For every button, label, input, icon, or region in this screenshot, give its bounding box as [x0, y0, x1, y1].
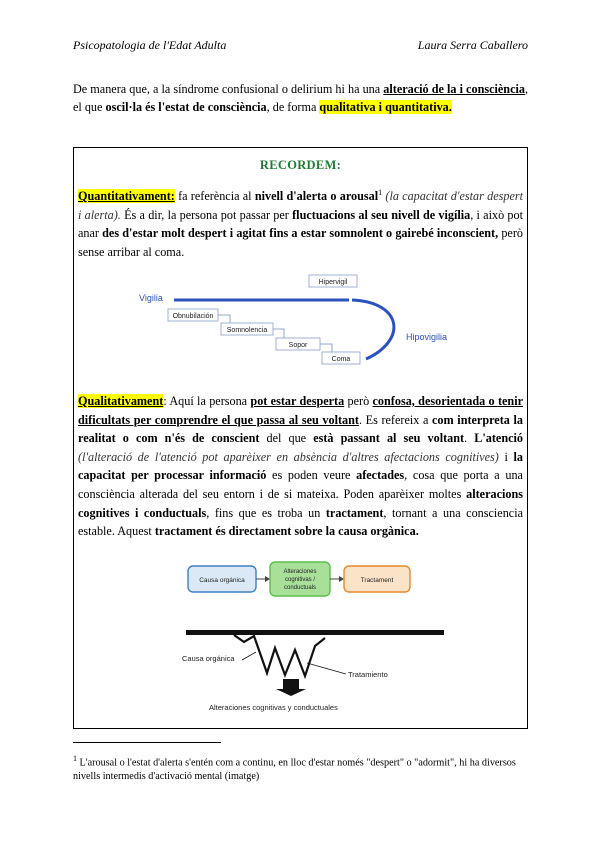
alteraciones-line1: Alteraciones [283, 569, 317, 575]
qual-text: . [464, 431, 475, 446]
tratamiento-pointer [307, 663, 346, 674]
qual-bold: tractament és directament sobre la causa orgànica. [154, 524, 419, 539]
somnolencia-label: Somnolencia [226, 327, 268, 334]
header-author: Laura Serra Caballero [417, 38, 528, 52]
footnote-text: L'arousal o l'estat d'alerta s'entén com a continu, en lloc d'estar només "despert" o "adormit", hi ha diversos nivells intermedis d'activació mental (imatge) [73, 757, 516, 783]
footnote-number: 1 [73, 754, 77, 763]
qual-bold: afectades [356, 468, 405, 483]
qual-italic: (l'alteració de l'atenció pot aparèixer en absència d'altres afectacions cognitives) [78, 449, 499, 464]
top-bar [186, 630, 444, 635]
flow-arrow-head [265, 576, 270, 582]
qual-underlined: pot estar desperta [250, 394, 345, 408]
qual-label: Qualitativament [78, 394, 164, 408]
intro-bold: oscil·la és l'estat de consciència [105, 100, 267, 114]
tratamiento-sketch-label: Tratamiento [348, 670, 388, 679]
hipovigilia-bracket [352, 300, 394, 359]
qual-text: i [498, 449, 514, 464]
header-left-title: Psicopatologia de l'Edat Adulta [73, 38, 227, 52]
qual-text: . Es refereix a [358, 412, 433, 427]
quant-label: Quantitativament: [78, 189, 175, 204]
vigilance-diagram [134, 268, 479, 368]
tractament-box-label: Tractament [360, 577, 394, 584]
intro-paragraph [73, 80, 528, 116]
quant-text: però sense arribar al coma. [78, 226, 523, 259]
qual-text: del que [259, 431, 314, 446]
hipovigilia-label: Hipovigilia [406, 332, 448, 342]
qual-bold: alteracions cognitives i conductuals [78, 486, 523, 520]
intro-highlight: qualitativa i quantitativa. [319, 100, 452, 114]
quant-bold: nivell d'alerta o arousal [254, 189, 379, 204]
qual-text: , fins que es troba un [206, 505, 326, 520]
quant-text: És a dir, la persona pot passar per [120, 207, 293, 222]
quant-text: fa referència al [174, 189, 255, 204]
sopor-label: Sopor [288, 342, 308, 349]
cause-treatment-sketch [174, 626, 474, 718]
quantitative-paragraph [78, 184, 523, 261]
qual-bold: està passant al seu voltant [313, 431, 465, 446]
qual-underlined: confosa, desorientada o tenir dificultats per comprendre el que passa al seu voltant [78, 394, 523, 427]
footnote-divider [73, 742, 221, 743]
result-arrow [276, 689, 306, 696]
coma-label: Coma [331, 356, 351, 363]
qual-bold: tractament [325, 505, 384, 520]
hipervigil-label: Hipervigil [318, 279, 348, 286]
qual-text: , tornant a una consciencia estable. Aquest [78, 505, 524, 539]
causa-pointer [242, 652, 256, 660]
treatment-flow-diagram [184, 558, 424, 608]
quant-bold: des d'estar molt despert i agitat fins a estar somnolent o gairebé inconscient, [102, 226, 499, 241]
alteraciones-line2: cognitivas / [284, 577, 316, 583]
intro-text: De manera que, a la síndrome confusional o delirium hi ha una [73, 82, 384, 96]
zigzag-line [234, 635, 325, 676]
qual-bold: la capacitat per processar informació [78, 449, 523, 483]
intro-text: , de forma [266, 100, 320, 114]
causa-box-label: Causa orgánica [199, 577, 245, 584]
qualitative-paragraph [78, 392, 523, 541]
qual-text: però [344, 394, 373, 408]
alteraciones-sketch-label: Alteraciones cognitivas y conductuales [209, 703, 338, 712]
recordem-box [73, 147, 528, 729]
causa-sketch-label: Causa orgánica [182, 654, 235, 663]
vigilia-label: Vigilia [139, 293, 163, 303]
flow-arrow-head [339, 576, 344, 582]
footnote-ref: 1 [378, 188, 383, 197]
qual-bold: L'atenció [474, 431, 523, 446]
quant-bold: fluctuacions al seu nivell de vigília [292, 207, 471, 222]
footnote [73, 752, 528, 784]
box-title: RECORDEM: [259, 158, 342, 172]
qual-text: es poden veure [266, 468, 357, 483]
qual-text: : Aquí la persona [163, 394, 251, 408]
alteraciones-line3: conductuals [283, 585, 317, 591]
result-block [283, 679, 299, 689]
qual-text: , cosa que porta a una consciència alterada del seu entorn i de si mateixa. Poden aparèixer moltes [78, 468, 523, 501]
quant-text: , i això pot anar [78, 207, 523, 241]
obnubilacion-label: Obnubilación [172, 313, 214, 320]
intro-underlined: alteració de la i consciència [383, 82, 525, 96]
qual-bold: com interpreta la realitat o com n'és de conscient [78, 412, 523, 446]
quant-italic: (la capacitat d'estar despert i alerta). [78, 189, 523, 222]
intro-text: , el que [73, 82, 529, 114]
